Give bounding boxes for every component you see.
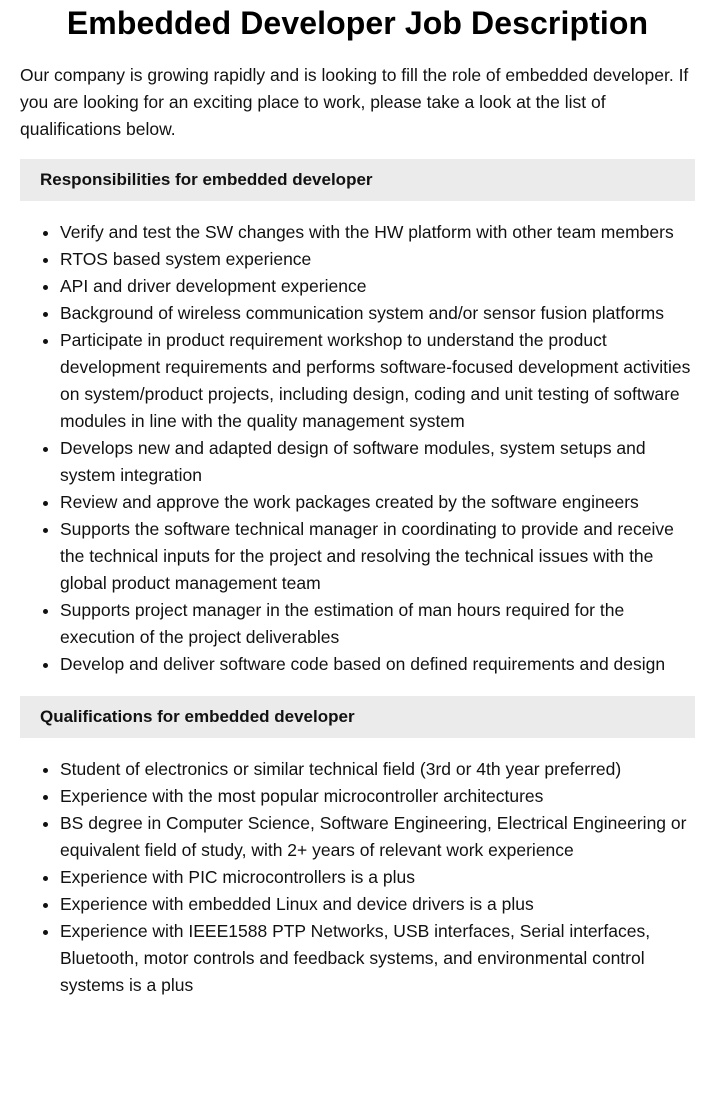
responsibilities-list <box>20 219 695 678</box>
list-item: API and driver development experience <box>60 273 695 300</box>
list-item: Supports project manager in the estimation of man hours required for the execution of the project deliverables <box>60 597 695 651</box>
list-item: Student of electronics or similar technical field (3rd or 4th year preferred) <box>60 756 695 783</box>
list-item: RTOS based system experience <box>60 246 695 273</box>
page-title: Embedded Developer Job Description <box>66 5 649 41</box>
list-item: BS degree in Computer Science, Software Engineering, Electrical Engineering or equivalent field of study, with 2+ years of relevant work experience <box>60 810 695 864</box>
list-item: Experience with embedded Linux and device drivers is a plus <box>60 891 695 918</box>
list-item: Develops new and adapted design of software modules, system setups and system integration <box>60 435 695 489</box>
list-item: Experience with the most popular microcontroller architectures <box>60 783 695 810</box>
list-item: Verify and test the SW changes with the HW platform with other team members <box>60 219 695 246</box>
list-item: Experience with IEEE1588 PTP Networks, USB interfaces, Serial interfaces, Bluetooth, motor controls and feedback systems, and environmental control systems is a plus <box>60 918 695 999</box>
list-item: Experience with PIC microcontrollers is a plus <box>60 864 695 891</box>
qualifications-list <box>20 756 695 999</box>
intro-paragraph: Our company is growing rapidly and is looking to fill the role of embedded developer. If you are looking for an exciting place to work, please take a look at the list of qualifications below. <box>20 65 689 139</box>
list-item: Background of wireless communication system and/or sensor fusion platforms <box>60 300 695 327</box>
list-item: Participate in product requirement workshop to understand the product development requirements and performs software-focused development activities on system/product projects, including design, coding and unit testing of software modules in line with the quality management system <box>60 327 695 435</box>
list-item: Review and approve the work packages created by the software engineers <box>60 489 695 516</box>
responsibilities-heading: Responsibilities for embedded developer <box>20 159 695 201</box>
list-item: Develop and deliver software code based on defined requirements and design <box>60 651 695 678</box>
list-item: Supports the software technical manager in coordinating to provide and receive the technical inputs for the project and resolving the technical issues with the global product management team <box>60 516 695 597</box>
qualifications-heading: Qualifications for embedded developer <box>20 696 695 738</box>
